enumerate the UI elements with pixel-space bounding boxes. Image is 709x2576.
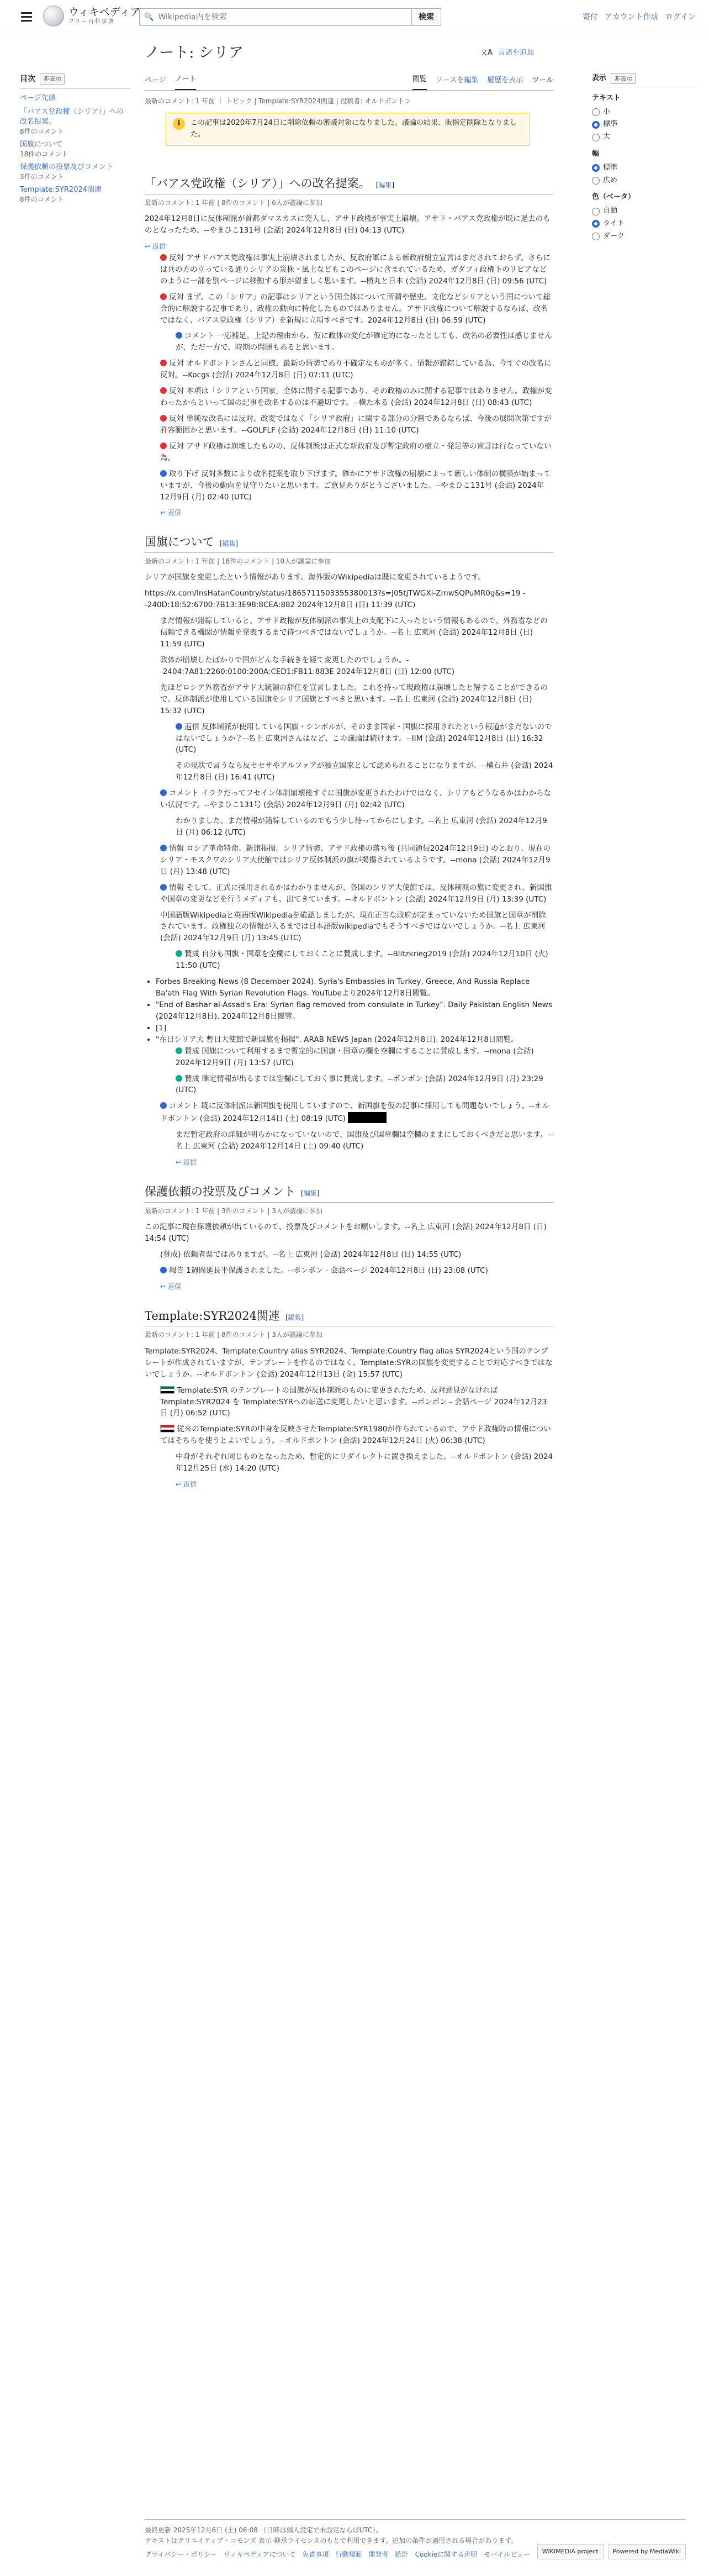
comment-icon bbox=[160, 1102, 167, 1109]
toc-title: 目次 bbox=[20, 75, 35, 83]
width-standard[interactable]: 標準 bbox=[592, 162, 696, 174]
toc-item-flag[interactable] bbox=[20, 140, 130, 159]
syria-emblem-image bbox=[348, 1112, 387, 1123]
footer-link-privacy[interactable]: プライバシー・ポリシー bbox=[145, 2551, 218, 2559]
search-icon: 🔍 bbox=[144, 12, 154, 22]
toc-link[interactable]: Template:SYR2024関連 bbox=[20, 185, 102, 194]
site-header bbox=[0, 0, 709, 34]
comment: まだ情報が錯綜していると、アサド政権が反体制派の事実上の支配下に入ったという情報もあるので、外務省などの信頼できる機関が情報を発表するまで待つべきではないでしょうか。--名上 広東河 (会話) 2024年12月8日 (日) 11:59 (UTC) bbox=[160, 617, 548, 649]
section-heading-protection: 保護依頼の投票及びコメント [編集] bbox=[145, 1183, 553, 1203]
info-icon bbox=[160, 884, 167, 891]
reference-list bbox=[156, 976, 553, 1046]
support-icon bbox=[176, 1047, 182, 1054]
section-meta: 最新のコメント: 1 年前 | 18件のコメント | 10人が議論に参加 bbox=[145, 557, 331, 565]
toc-link[interactable]: 保護依頼の投票及びコメント bbox=[20, 162, 114, 171]
tab-edit-source[interactable]: ソースを編集 bbox=[435, 76, 479, 85]
comment: コメント 既に反体制派は新国旗を使用していますので、新国旗を仮の記事に採用しても問題ないでしょう。--オルドボントン (会話) 2024年12月14日 (土) 08:19 (UTC) bbox=[160, 1102, 549, 1124]
text-size-small[interactable]: 小 bbox=[592, 107, 696, 118]
report-icon bbox=[160, 1267, 167, 1273]
toc-count: 3件のコメント bbox=[20, 172, 64, 181]
comment: まだ暫定政府の詳細が明らかになっていないので、国旗及び国章欄は空欄のままにしておくべきだと思います。--名上 広東河 (会話) 2024年12月14日 (土) 09:40 (UTC) bbox=[176, 1130, 553, 1151]
reply-link[interactable]: ↩ 返信 bbox=[160, 509, 181, 517]
tab-read[interactable]: 閲覧 bbox=[412, 74, 427, 90]
footer-link-conduct[interactable]: 行動規範 bbox=[335, 2551, 362, 2559]
mediawiki-badge[interactable]: Powered by MediaWiki bbox=[608, 2544, 686, 2559]
support-icon bbox=[176, 950, 182, 957]
appearance-title: 表示 bbox=[592, 74, 607, 82]
footer-link-cookie[interactable]: Cookieに関する声明 bbox=[415, 2551, 478, 2559]
comment: 反対 アサドバアス党政権は事実上崩壊されましたが、反政府軍による新政府樹立宣言はまだされておらず、さらには兵の方の立っている通りシリアの災株・風土などもこのページに含まれているため、ガダフィ政権下のリビアなどのように一部を別ページに移動する形が望ましく思います。--横丸と日本 (会話) 2024年12月8日 (日) 09:56 (UTC) bbox=[160, 253, 551, 286]
syria-old-flag-icon bbox=[160, 1425, 174, 1432]
logo-title: ウィキペディア bbox=[68, 6, 141, 19]
toc-item-rename[interactable] bbox=[20, 107, 130, 136]
wikimedia-badge[interactable]: WIKIMEDIA project bbox=[537, 2544, 604, 2559]
wikipedia-globe-icon bbox=[43, 6, 64, 27]
comment: 情報 ロシア革命特命、新旗掲揚。シリア情勢、アサド政権の落ち後 (共同通信2024年12月9日) のとおり、現在のシリア・モスクワのシリア大使館ではシリア反体制派の旗が掲揚されているようです。--mona (会話) 2024年12月9日 (月) 13:48 (UTC) bbox=[160, 844, 551, 876]
color-dark[interactable]: ダーク bbox=[592, 231, 696, 243]
comment: Template:SYR2024、Template:Country alias SYR2024、Template:Country flag alias SYR2024という国のテンプレートが作成されていますが、テンプレートを作るのではなく、Template:SYRの国旗を変更することで対応すべきではないでしょうか。--オルドボントン (会話) 2024年12月13日 (金) 15:57 (UTC) bbox=[145, 1346, 553, 1379]
section-edit-link[interactable]: 編集 bbox=[222, 540, 236, 548]
donate-link[interactable]: 寄付 bbox=[582, 13, 598, 22]
toc-link[interactable]: ページ先頭 bbox=[20, 94, 56, 103]
comment: 反対 オルドボントンさんと同様、最新の情勢であり不確定なものが多く、情報が錯綜している為、今すぐの改名に反対。--Kocgs (会話) 2024年12月8日 (日) 07:11 (UTC) bbox=[160, 359, 552, 380]
search-button[interactable]: 検索 bbox=[412, 8, 441, 26]
reply-link[interactable]: ↩ 返信 bbox=[176, 1481, 197, 1489]
table-of-contents bbox=[20, 73, 130, 208]
page-footer bbox=[145, 2519, 686, 2561]
info-icon: i bbox=[173, 118, 185, 130]
text-size-label: テキスト bbox=[592, 93, 621, 102]
translate-icon: 文A bbox=[480, 49, 493, 57]
section-heading-rename: 「バアス党政権（シリア）」への改名提案。 [編集] bbox=[145, 175, 553, 194]
page-tabs bbox=[145, 73, 553, 91]
width-label: 幅 bbox=[592, 149, 600, 158]
user-links bbox=[583, 11, 696, 23]
site-logo[interactable] bbox=[43, 6, 140, 27]
comment-icon bbox=[160, 789, 167, 796]
section-meta: 最新のコメント: 1 年前 | 8件のコメント | 3人が議論に参加 bbox=[145, 1331, 322, 1339]
page-title: ノート: シリア bbox=[145, 44, 244, 61]
reference-item: • [1] bbox=[156, 1023, 553, 1034]
toc-hide-button[interactable]: 非表示 bbox=[40, 73, 65, 85]
section-edit-link[interactable]: 編集 bbox=[288, 1313, 301, 1321]
oppose-icon bbox=[160, 360, 167, 366]
width-wide[interactable]: 広め bbox=[592, 175, 696, 187]
comment: 反対 本項は「シリアという国家」全体に関する記事であり、その政権のみに関する記事ではありません。政権が変わったからといって国の記事を改名するのは不適切です。--横た木る (会話) 2024年12月8日 (日) 08:43 (UTC) bbox=[160, 387, 552, 408]
comment: (賛成) 依頼者票ではありますが。--名上 広東河 (会話) 2024年12月8日 (日) 14:55 (UTC) bbox=[160, 1250, 462, 1259]
toc-item-protection[interactable] bbox=[20, 162, 130, 182]
reference-item: • Forbes Breaking News (8 December 2024). Syria's Embassies in Turkey, Greece, And Russia Replace Ba'ath Flag With Syrian Revolution Flags. YouTubeより2024年12月8日閲覧。 bbox=[156, 976, 553, 999]
comment: 中国語版Wikipediaと英語版Wikipediaを確認しましたが、現在正当な政府が定まっていないため国旗と国章が削除されています。政権独立の情報が入るまでは日本語版wikipediaでもそうすべきではないでしょうか。--名上 広東河 (会話) 2024年12月9日 (月) 13:45 (UTC) bbox=[160, 910, 546, 943]
appearance-panel bbox=[592, 73, 696, 244]
reply-icon bbox=[176, 723, 182, 730]
comment: わかりました。まだ情報が錯綜しているのでもう少し待ってからにします。--名上 広東河 (会話) 2024年12月9日 (月) 06:12 (UTC) bbox=[176, 816, 547, 837]
color-auto[interactable]: 自動 bbox=[592, 206, 696, 217]
comment: 反対 アサド政権は崩壊したものの、反体制派は正式な新政府及び暫定政府の樹立・発足等の宣言は行なっていない為。 bbox=[160, 441, 552, 462]
color-label: 色（ベータ） bbox=[592, 193, 636, 202]
oppose-icon bbox=[160, 293, 167, 300]
language-button[interactable] bbox=[480, 48, 534, 59]
comment: その現状で言うなら反セセサやアルファアが独立国家として認められることになりますが。--横石井 (会話) 2024年12月8日 (日) 16:41 (UTC) bbox=[176, 761, 553, 782]
section-edit-link[interactable]: 編集 bbox=[303, 1189, 317, 1197]
footer-link-disclaimer[interactable]: 免責事項 bbox=[302, 2551, 329, 2559]
section-meta: 最新のコメント: 1 年前 | 3件のコメント | 3人が議論に参加 bbox=[145, 1207, 322, 1215]
comment: この記事に現在保護依頼が出ているので、投票及びコメントをお願いします。--名上 広東河 (会話) 2024年12月8日 (日) 14:54 (UTC) bbox=[145, 1223, 547, 1244]
comment: 賛成 確定情報が出るまでは空欄にしておく事に賛成します。--ポンポン (会話) 2024年12月9日 (月) 23:29 (UTC) bbox=[176, 1074, 543, 1095]
footer-link-about[interactable]: ウィキペディアについて bbox=[224, 2551, 296, 2559]
toc-item-top[interactable] bbox=[20, 93, 130, 103]
search-input[interactable] bbox=[158, 13, 401, 22]
comment: Template:SYR のテンプレートの国旗が反体制派のものに変更されたため、反対意見がなければTemplate:SYR2024 を Template:SYRへの転送に変更したいと思います。--ポンポン - 会話ページ 2024年12月23日 (月) 06:52 (UTC) bbox=[160, 1386, 547, 1418]
oppose-icon bbox=[160, 415, 167, 422]
oppose-icon bbox=[160, 387, 167, 394]
toc-count: 8件のコメント bbox=[20, 127, 64, 135]
comment: 返信 反体制派が使用している国旗・シンボルが、そのまま国家・国旗に採用されたという報道がまだないのではないでしょうか？--名上 広東河さんはなど、この議論は続けます。--IIM (会話) 2024年12月8日 (日) 16:32 (UTC) bbox=[176, 722, 552, 755]
add-language-link[interactable]: 言語を追加 bbox=[498, 49, 534, 57]
section-meta: 最新のコメント: 1 年前 | 8件のコメント | 6人が議論に参加 bbox=[145, 198, 322, 207]
toc-count: 8件のコメント bbox=[20, 195, 64, 203]
notice-text: この記事は2020年7月24日に削除依頼の審議対象になりました。議論の結果、版指定削除となりました。 bbox=[191, 119, 517, 139]
search-form bbox=[139, 8, 441, 26]
footer-link-mobile[interactable]: モバイルビュー bbox=[484, 2551, 531, 2559]
comment: 反対 まず、この「シリア」の記事はシリアという国全体について所謂や歴史、文化などシリアという国について総合的に解説する記事であり、政権の動向に特化したものではありません。アサド政権について解説するならば、改名ではなく、バアス党政権（シリア）を新規に立項すべきです。2024年12月8日 (日) 06:59 (UTC) bbox=[160, 292, 551, 325]
comment-icon bbox=[176, 332, 182, 339]
license-info: テキストはクリエイティブ・コモンズ 表示-継承ライセンスのもとで利用できます。追加の条件が適用される場合があります。 bbox=[145, 2537, 518, 2545]
deletion-notice bbox=[166, 113, 530, 146]
section-edit-link[interactable]: 編集 bbox=[378, 181, 392, 189]
toc-link[interactable]: 国旗について bbox=[20, 140, 63, 149]
comment: 中身がそれぞれ同じものとなったため、暫定的にリダイレクトに置き換えました。--オルドボントン (会話) 2024年12月25日 (水) 14:20 (UTC) bbox=[176, 1452, 553, 1473]
toc-link[interactable]: 「バアス党政権（シリア）」への改名提案。 bbox=[20, 107, 124, 126]
login-link[interactable]: ログイン bbox=[665, 13, 696, 22]
withdraw-icon bbox=[160, 470, 167, 477]
comment: 取り下げ 反対多数により改名提案を取り下げます。確かにアサド政権の崩壊によって新しい体制の構築が始まっていますが、今後の動向を見守りたいと思います。ご意見ありがとうございました。--やまひこ131号 (会話) 2024年12月9日 (月) 02:40 (UTC) bbox=[160, 469, 551, 502]
last-edit-info: 最終更新 2025年12月6日 (土) 06:08 （日時は個人設定で未設定ならばUTC）。 bbox=[145, 2526, 383, 2534]
search-field[interactable] bbox=[139, 8, 412, 26]
tab-history[interactable]: 履歴を表示 bbox=[487, 76, 523, 85]
comment: 先ほどロシア外務省がアサド大統領の辞任を宣言しました。これを持って現政権は崩壊したと解することができるので、反体制派が使用している国旗をシリア国旗とすべきと思います。--名上 広東河 (会話) 2024年12月8日 (日) 15:32 (UTC) bbox=[160, 683, 548, 715]
comment: 賛成 国旗について利用するまで暫定的に国旗・国章の欄を空欄にすることに賛成します。--mona (会話) 2024年12月9日 (月) 13:57 (UTC) bbox=[176, 1046, 534, 1067]
comment: 政体が崩壊したばかりで国がどんな手続きを経て変更したのでしょうか。--2404:7A81:2260:0100:200A:CED1:FB11:883E 2024年12月8日 (日) 12:00 (UTC) bbox=[160, 656, 455, 676]
reply-link[interactable]: ↩ 返信 bbox=[176, 1158, 197, 1167]
reply-link[interactable]: ↩ 返信 bbox=[160, 1282, 181, 1290]
comment: 賛成 自分も国旗・国章を空欄にしておくことに賛成します。--Blitzkrieg2019 (会話) 2024年12月10日 (火) 11:50 (UTC) bbox=[176, 950, 548, 971]
latest-comment-bar: 最新のコメント: 1 年前 ｜ トピック | Template:SYR2024関連 | 投稿者: オルドボントン bbox=[145, 97, 411, 105]
comment: 報告 1週間延長半保護されました。--ポンポン - 会話ページ 2024年12月8日 (日) 23:08 (UTC) bbox=[160, 1265, 553, 1277]
text-size-standard[interactable]: 標準 bbox=[592, 119, 696, 130]
section-heading-template: Template:SYR2024関連 [編集] bbox=[145, 1307, 553, 1327]
comment: 情報 そして、正式に採用されるかはわかりませんが、各国のシリア大使館では、反体制派の旗に変更され、新国旗や国章の変更などを行うメディアも、出てきています。--オルドボントン (会話) 2024年12月9日 (月) 13:39 (UTC) bbox=[160, 883, 552, 904]
comment: コメント 一応補足。上記の理由から、仮に政体の変化が確定的になったとしても、改名の必要性は感じませんが、ただ一方で、時期の問題もあると思います。 bbox=[176, 331, 552, 352]
logo-subtitle: フリー百科事典 bbox=[68, 19, 115, 25]
comment: 反対 単純な改名には反対。改変ではなく「シリア政府」に関する部分の分割であるならば、今後の展開次第ですが許容範囲かと思います。--GOLFLF (会話) 2024年12月8日 (日) 11:10 (UTC) bbox=[160, 414, 552, 435]
oppose-icon bbox=[160, 254, 167, 261]
comment: 2024年12月8日に反体制派が首都ダマスカスに突入し、アサド政権が事実上崩壊。アサド・バアス党政権が既に過去のものとなったため、--やまひこ131号 (会話) 2024年12月8日 (日) 04:13 (UTC) bbox=[145, 214, 551, 235]
toc-item-template[interactable] bbox=[20, 185, 130, 204]
main-menu-button[interactable] bbox=[20, 10, 33, 23]
appearance-hide-button[interactable]: 非表示 bbox=[611, 73, 636, 85]
footer-link-developers[interactable]: 開発者 bbox=[368, 2551, 389, 2559]
color-light[interactable]: ライト bbox=[592, 218, 696, 230]
comment: 従来のTemplate:SYRの中身を反映させたTemplate:SYR1980が作られているので、アサド政権時の情報についてはそちらを使うとよいでしょう。--オルドボントン (会話) 2024年12月24日 (火) 06:38 (UTC) bbox=[160, 1425, 551, 1446]
info-icon bbox=[160, 845, 167, 851]
oppose-icon bbox=[160, 442, 167, 449]
text-size-large[interactable]: 大 bbox=[592, 131, 696, 143]
talk-content bbox=[145, 160, 553, 1490]
support-icon bbox=[176, 1075, 182, 1082]
create-account-link[interactable]: アカウント作成 bbox=[604, 13, 659, 22]
footer-link-stats[interactable]: 統計 bbox=[395, 2551, 409, 2559]
reply-link[interactable]: ↩ 返信 bbox=[145, 242, 166, 250]
reference-item: • "在日シリア大 暫日大使館で新国旗を掲揚". ARAB NEWS Japan (2024年12月8日). 2024年12月8日閲覧。 bbox=[156, 1034, 553, 1046]
reference-item: • "End of Bashar al-Assad's Era: Syrian flag removed from consulate in Turkey". Daily Pakistan English News (2024年12月8日). 2024年12月8日閲覧。 bbox=[156, 999, 553, 1023]
tab-talk[interactable]: ノート bbox=[175, 74, 197, 90]
syria-new-flag-icon bbox=[160, 1386, 174, 1394]
comment: コメント イラクだってフセイン体制崩壊後すぐに国旗が変更されたわけではなく、シリアもどうなるかはわからない状況です。--やまひこ131号 (会話) 2024年12月9日 (月) 02:42 (UTC) bbox=[160, 789, 551, 810]
comment: シリアが国旗を変更したという情報があります。海外版のWikipediaは既に変更されているようです。 bbox=[145, 573, 486, 582]
toc-count: 18件のコメント bbox=[20, 150, 68, 158]
tab-page[interactable]: ページ bbox=[145, 76, 166, 85]
tab-tools[interactable]: ツール bbox=[532, 76, 553, 85]
comment: https://x.com/InsHatanCountry/status/1865711503355380013?s=J05tjTWGXi-ZmwSQPuMR0g&s=19 --240D:18:52:6700:7B13:3E98:8CEA:882 2024年12月8日 (日) 11:39 (UTC) bbox=[145, 589, 526, 610]
section-heading-flag: 国旗について [編集] bbox=[145, 533, 553, 553]
